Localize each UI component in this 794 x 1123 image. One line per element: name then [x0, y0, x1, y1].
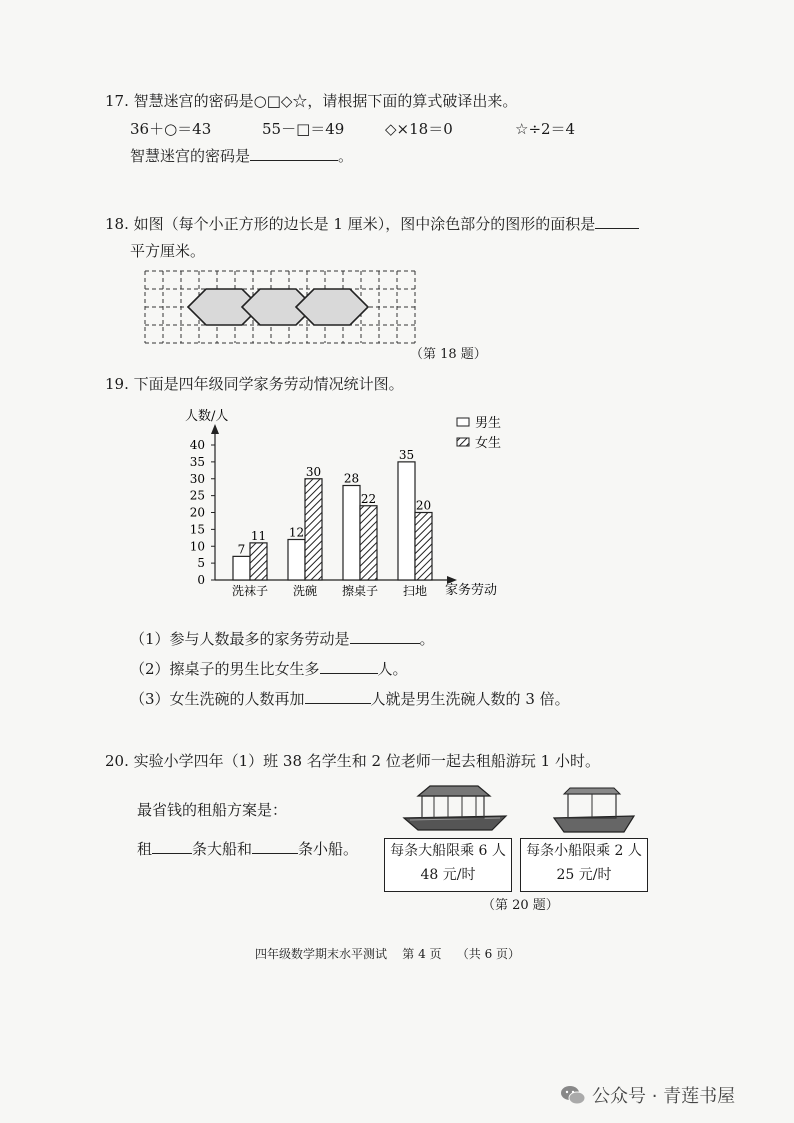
x-axis-label: 家务劳动 — [445, 583, 498, 598]
watermark — [560, 1082, 735, 1108]
small-boat-capacity: 每条小船限乘 2 人 — [526, 843, 642, 859]
q20-answer-line — [137, 838, 358, 859]
q20-big-mid-text: 条大船和 — [192, 840, 253, 858]
q19-title: 19. 下面是四年级同学家务劳动情况统计图。 — [105, 375, 404, 393]
q20-caption: （第 20 题） — [482, 898, 559, 913]
legend-swatch — [457, 418, 469, 426]
y-tick-label: 20 — [189, 505, 205, 520]
bar-value-label: 30 — [305, 464, 322, 479]
bar-value-label: 12 — [288, 525, 305, 540]
bar-value-label: 11 — [250, 528, 267, 543]
q17-title: 17. 智慧迷宫的密码是○□◇☆，请根据下面的算式破译出来。 — [105, 92, 518, 110]
q19-sub2-end: 人。 — [377, 660, 408, 678]
bar-value-label: 35 — [398, 447, 415, 462]
watermark-text: 公众号 · 青莲书屋 — [592, 1086, 736, 1107]
y-tick-label: 15 — [189, 522, 205, 537]
bar-value-label: 28 — [343, 471, 360, 486]
q19-sub3-end: 人就是男生洗碗人数的 3 倍。 — [370, 690, 570, 708]
bar-value-label: 22 — [360, 491, 377, 506]
q19-sub3-blank[interactable] — [305, 689, 371, 704]
q17-equation-1: 36＋○＝43 — [130, 120, 212, 138]
y-tick-label: 5 — [197, 556, 205, 571]
q18-caption: （第 18 题） — [410, 347, 487, 362]
x-category-group — [232, 583, 427, 598]
q19-sub1-end: 。 — [419, 630, 435, 648]
y-tick-label: 0 — [197, 573, 205, 587]
chart-legend — [457, 415, 501, 451]
bar-value-label: 20 — [415, 498, 432, 513]
q18-unit: 平方厘米。 — [130, 242, 206, 260]
q20-prompt: 最省钱的租船方案是： — [137, 801, 288, 819]
y-axis-label: 人数/人 — [185, 409, 229, 424]
x-category-label: 洗袜子 — [231, 584, 269, 598]
legend-label: 女生 — [475, 436, 502, 451]
q20-rent-text: 租 — [137, 840, 153, 858]
q19-sub1-line — [130, 628, 435, 649]
q19-sub1-text: （1）参与人数最多的家务劳动是 — [130, 630, 350, 648]
bar-girls — [415, 513, 432, 581]
bar-group — [233, 448, 432, 580]
y-tick-label: 30 — [189, 471, 205, 486]
x-category-label: 扫地 — [402, 584, 428, 598]
q20-small-boat-blank[interactable] — [252, 839, 298, 854]
small-boat-image — [548, 784, 638, 838]
y-tick-group — [190, 438, 215, 587]
q19-sub2-blank[interactable] — [320, 659, 378, 674]
bar-girls — [250, 543, 267, 580]
q17-answer-suffix: 。 — [338, 147, 354, 165]
bar-girls — [305, 479, 322, 580]
q19-sub2-line — [130, 658, 408, 679]
legend-label: 男生 — [475, 416, 502, 431]
q19-sub3-line — [130, 688, 570, 709]
y-tick-label: 10 — [189, 539, 205, 554]
q19-bar-chart — [165, 400, 510, 605]
small-boat-price: 25 元/时 — [556, 867, 612, 883]
q20-big-boat-blank[interactable] — [152, 839, 192, 854]
bar-boys — [288, 540, 305, 581]
bar-boys — [398, 462, 415, 580]
page-footer: 四年级数学期末水平测试 第 4 页 （共 6 页） — [255, 947, 521, 961]
y-axis-arrow — [211, 424, 219, 434]
q17-answer-prefix: 智慧迷宫的密码是 — [130, 147, 251, 165]
q18-shaded-hexagons — [188, 289, 368, 325]
bar-value-label: 7 — [237, 542, 246, 557]
q20-title: 20. 实验小学四年（1）班 38 名学生和 2 位老师一起去租船游玩 1 小时。 — [105, 752, 600, 770]
legend-swatch — [457, 438, 469, 446]
q18-answer-blank[interactable] — [595, 214, 639, 229]
q20-small-end-text: 条小船。 — [298, 840, 359, 858]
big-boat-info-box — [384, 838, 512, 892]
q19-sub2-text: （2）擦桌子的男生比女生多 — [130, 660, 320, 678]
q17-equation-2: 55－□＝49 — [262, 120, 345, 138]
small-boat-info-box — [520, 838, 648, 892]
y-tick-label: 25 — [189, 488, 205, 503]
q17-equation-4: ☆÷2＝4 — [515, 120, 576, 138]
q18-title — [105, 213, 639, 234]
wechat-icon — [560, 1084, 586, 1106]
big-boat-price: 48 元/时 — [420, 867, 476, 883]
big-boat-capacity: 每条大船限乘 6 人 — [390, 843, 506, 859]
q18-title-text: 18. 如图（每个小正方形的边长是 1 厘米），图中涂色部分的图形的面积是 — [105, 215, 596, 233]
y-tick-label: 40 — [189, 438, 205, 452]
q18-grid-figure — [140, 266, 420, 348]
q17-answer-line — [130, 145, 353, 166]
x-category-label: 擦桌子 — [341, 584, 379, 598]
bar-boys — [233, 556, 250, 580]
big-boat-image — [400, 778, 510, 836]
y-tick-label: 35 — [189, 454, 205, 469]
bar-boys — [343, 486, 360, 581]
q19-sub3-text: （3）女生洗碗的人数再加 — [130, 690, 305, 708]
q17-equation-3: ◇×18＝0 — [385, 120, 453, 138]
q19-sub1-blank[interactable] — [350, 629, 420, 644]
x-category-label: 洗碗 — [292, 584, 318, 598]
bar-girls — [360, 506, 377, 580]
q17-answer-blank[interactable] — [250, 146, 338, 161]
